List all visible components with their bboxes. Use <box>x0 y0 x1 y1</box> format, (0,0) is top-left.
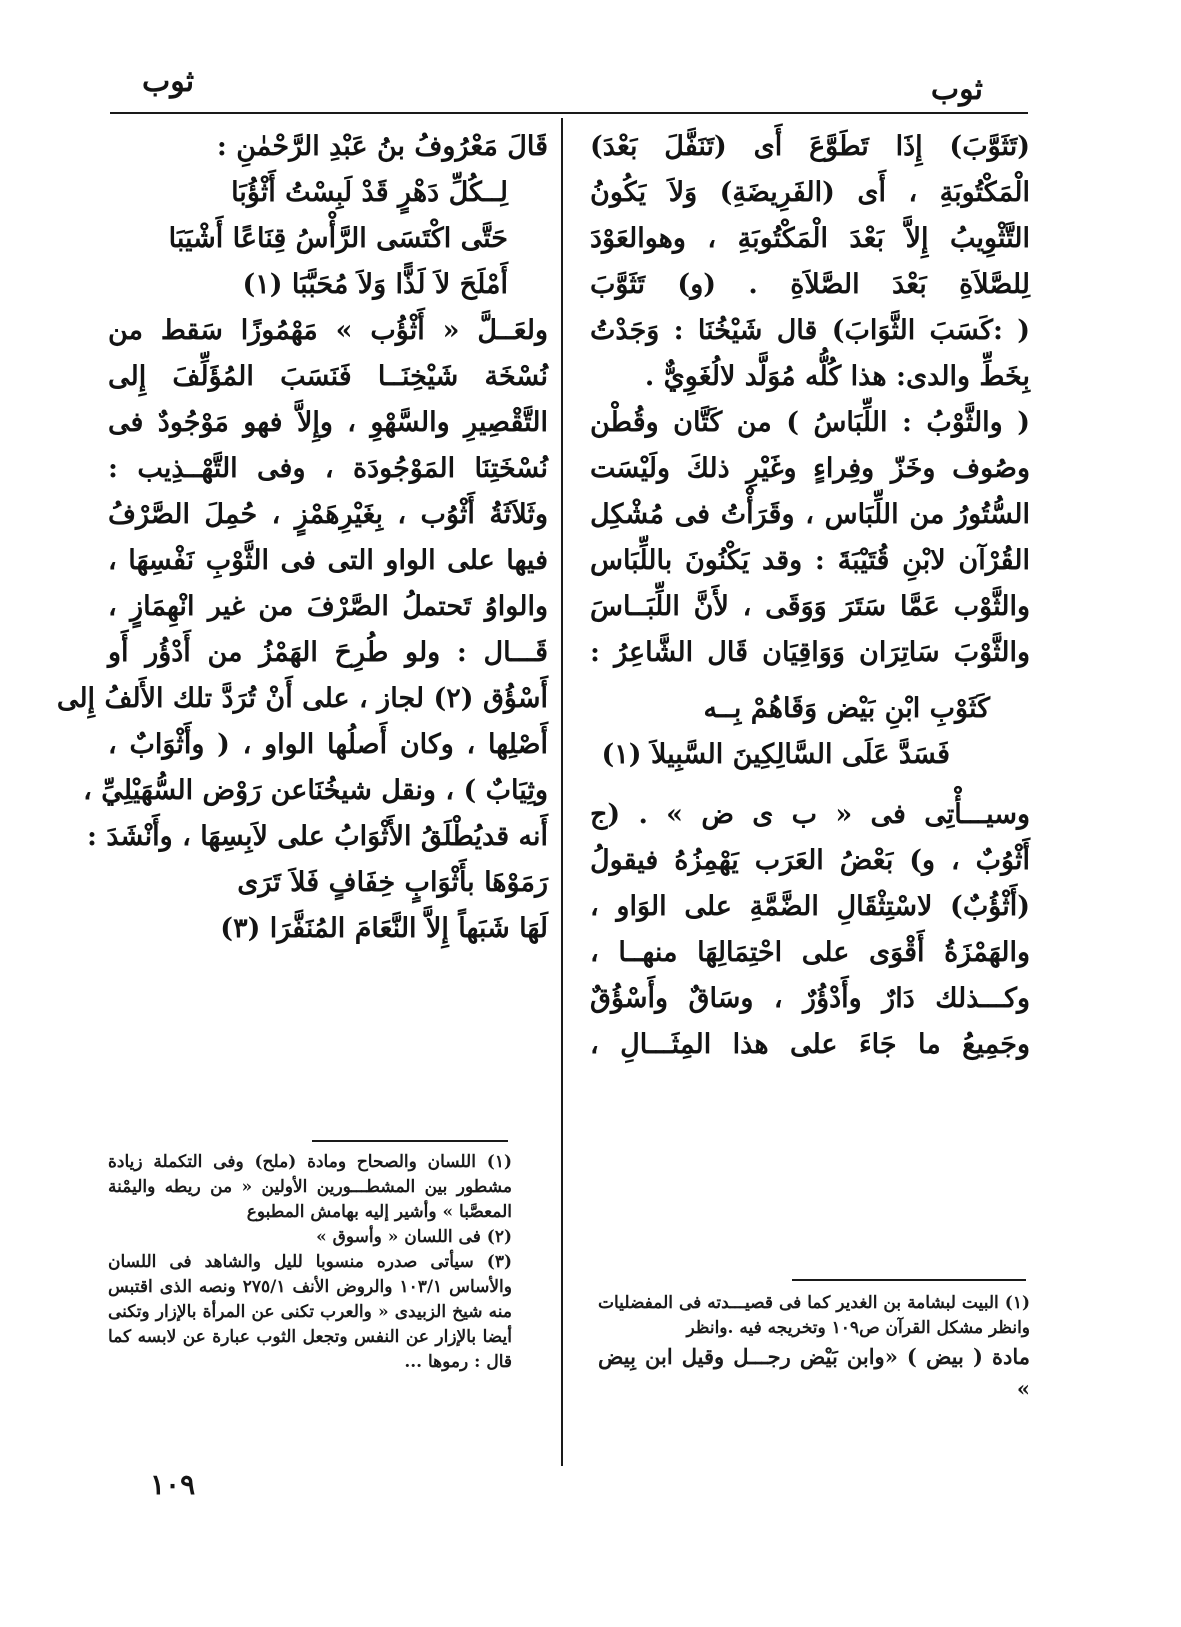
column-divider <box>561 118 563 1466</box>
text-line: أَصْلِها ، وكان أَصلُها الواو ، ( وأَثْوَابٌ ، <box>108 729 548 760</box>
footnote: (١) البيت لبشامة بن الغدير كما فى قصيـــدته فى المفضليات وانظر مشكل القرآن ص١٠٩ وتخريجه فيه .وانظر <box>598 1293 1030 1338</box>
text-line: وكـــذلك دَارٌ وأَدْؤُرٌ ، وسَاقٌ وأَسْؤُقٌ <box>590 983 1030 1014</box>
text-line: أَثْوُبٌ ، و) بَعْضُ العَرَب يَهْمِزُهُ فيقولُ <box>590 845 1030 876</box>
header-left-title: ثوب <box>142 64 195 99</box>
text-line: بِخَطِّ والدى: هذا كُلُّه مُوَلَّد لالُغَوِيٌّ . <box>644 361 1030 392</box>
footnote-rule-right <box>792 1279 1026 1281</box>
left-column <box>56 124 548 952</box>
text-line: ( :كَسَبَ الثَّوَابَ) قال شَيْخُنَا : وَجَدْتُ <box>590 315 1030 346</box>
header-right-title: ثوب <box>930 72 983 107</box>
text-line: التَّقْصِيرِ والسَّهْوِ ، وإِلاَّ فهو مَوْجُودٌ فى <box>108 407 548 438</box>
verse-line: لَهَا شَبَهاً إِلاَّ النَّعَامَ المُنَفَّرَا (٣) <box>220 913 548 944</box>
text-line: ولعَــلَّ « أَثْؤُب » مَهْمُوزًا سَقط من <box>108 315 548 346</box>
text-line: السُّتُورُ من اللِّبَاس ، وقَرَأْتُ فى مُشْكِل <box>590 499 1030 530</box>
footnote-continuation: مادة ( بيض ) «وابن بَيْض رجـــل وقيل ابن بِيض » <box>598 1344 1030 1401</box>
verse-line: فَسَدَّ عَلَى السَّالِكِينَ السَّبِيلاَ (١) <box>601 739 950 770</box>
verse-line: حَتَّى اكْتَسَى الرَّأْسُ قِنَاعًا أَشْيَبَا <box>168 223 508 254</box>
text-line: نُسْخَتِنَا المَوْجُودَة ، وفى التَّهْــذِيب : <box>108 453 548 484</box>
text-line: والثَّوْب عَمَّا سَتَرَ وَوَقَى ، لأَنَّ اللِّبَــاسَ <box>590 591 1030 622</box>
text-line: القُرْآن لابْنِ قُتَيْبَةَ : وقد يَكْنُونَ باللِّبَاس <box>590 545 1030 576</box>
footnote: (٣) سيأتى صدره منسوبا لليل والشاهد فى اللسان والأساس ١٠٣/١ والروض الأنف ٢٧٥/١ ونصه الذى اقتبس منه شيخ الزبيدى « والعرب تكنى عن المرأة بالإزار وتكنى أيضا بالإزار عن النفس وتجعل الثوب عبارة عن لابسه كما قال : رموها ... <box>108 1252 512 1372</box>
text-line: وثَلاَثَةُ أَثْوُب ، بِغَيْرِهَمْزٍ ، حُمِلَ الصَّرْفُ <box>108 499 548 530</box>
text-line: قَـــال : ولو طُرِحَ الهَمْزُ من أَدْؤُر أَو <box>108 637 548 668</box>
text-line: نُسْخَة شَيْخِنَــا فَنَسَبَ المُؤَلِّفَ إِلى <box>108 361 548 392</box>
page-number: ١٠٩ <box>150 1468 196 1501</box>
verse-line: كَثَوْبِ ابْنِ بَيْض وَقَاهُمْ بِــه <box>703 693 990 724</box>
right-column <box>590 124 1030 1068</box>
text-line: وصُوف وخَزّ وفِراءٍ وغَيْرِ ذلكَ ولَيْسَت <box>590 453 1030 484</box>
text-line: والهَمْزَةُ أَقْوَى على احْتِمَالِهَا منهــا ، <box>590 937 1030 968</box>
header-rule <box>110 112 1028 114</box>
footnotes-right <box>598 1291 1030 1405</box>
text-line: لِلصَّلاَةِ بَعْدَ الصَّلاَةِ . (و) تَثَوَّبَ <box>590 269 1030 300</box>
text-line: وجَمِيعُ ما جَاءَ على هذا المِثَـــالِ ، <box>590 1029 1030 1060</box>
text-line: فيها على الواو التى فى الثَّوْبِ نَفْسِهَا ، <box>108 545 548 576</box>
text-line: ( والثَّوْبُ : اللِّبَاسُ ) من كَتَّان وقُطْن <box>590 407 1030 438</box>
text-line: وثِيَابٌ ) ، ونقل شيخُنَاعن رَوْض السُّهَيْلِيِّ ، <box>83 775 548 806</box>
text-line: وسيـــأْتِى فى « ب ى ض » . (ج <box>590 799 1030 830</box>
footnote: (١) اللسان والصحاح ومادة (ملح) وفى التكملة زيادة مشطور بين المشطـــورين الأولين « من ريطه واليمْنة المعصَّبا » وأشير إليه بهامش المطبوع <box>108 1152 512 1222</box>
footnote: (٢) فى اللسان « وأسوق » <box>316 1227 512 1247</box>
text-line: (تَثَوَّبَ) إِذَا تَطَوَّعَ أَى (تَنَفَّلَ بَعْدَ) <box>590 131 1030 162</box>
verse-line: رَمَوْهَا بأَثْوَابٍ خِفَافٍ فَلاَ تَرَى <box>237 867 548 898</box>
text-line: (أَثْؤُبٌ) لاسْتِثْقَالِ الضَّمَّةِ على الوَاو ، <box>590 891 1030 922</box>
text-line: أَسْؤُق (٢) لجاز ، على أَنْ تُرَدَّ تلك الأَلفُ إِلى <box>56 683 548 714</box>
text-line: أَنه قديُطْلَقُ الأَثْوَابُ على لاَبِسِهَا ، وأَنْشَدَ : <box>87 821 548 852</box>
text-line: والثَّوْبَ سَاتِرَان وَوَاقِيَان قَال الشَّاعِرُ : <box>590 637 1030 668</box>
footnote-rule-left <box>312 1140 508 1142</box>
verse-line: لِــكُلِّ دَهْرٍ قَدْ لَبِسْتُ أَثْؤُبَا <box>231 177 508 208</box>
verse-line: أَمْلَحَ لاَ لَذًّا وَلاَ مُحَبَّبَا (١) <box>242 269 508 300</box>
text-line: الْمَكْتُوبَةِ ، أَى (الفَرِيضَةِ) وَلاَ يَكُونُ <box>590 177 1030 208</box>
intro-line: قَالَ مَعْرُوفُ بنُ عَبْدِ الرَّحْمٰنِ : <box>216 131 548 162</box>
footnotes-left <box>108 1150 512 1375</box>
text-line: التَّثْوِيبُ إِلاَّ بَعْدَ الْمَكْتُوبَةِ ، وهوالعَوْدَ <box>590 223 1030 254</box>
text-line: والواوُ تَحتملُ الصَّرْفَ من غير انْهِمَازٍ ، <box>108 591 548 622</box>
